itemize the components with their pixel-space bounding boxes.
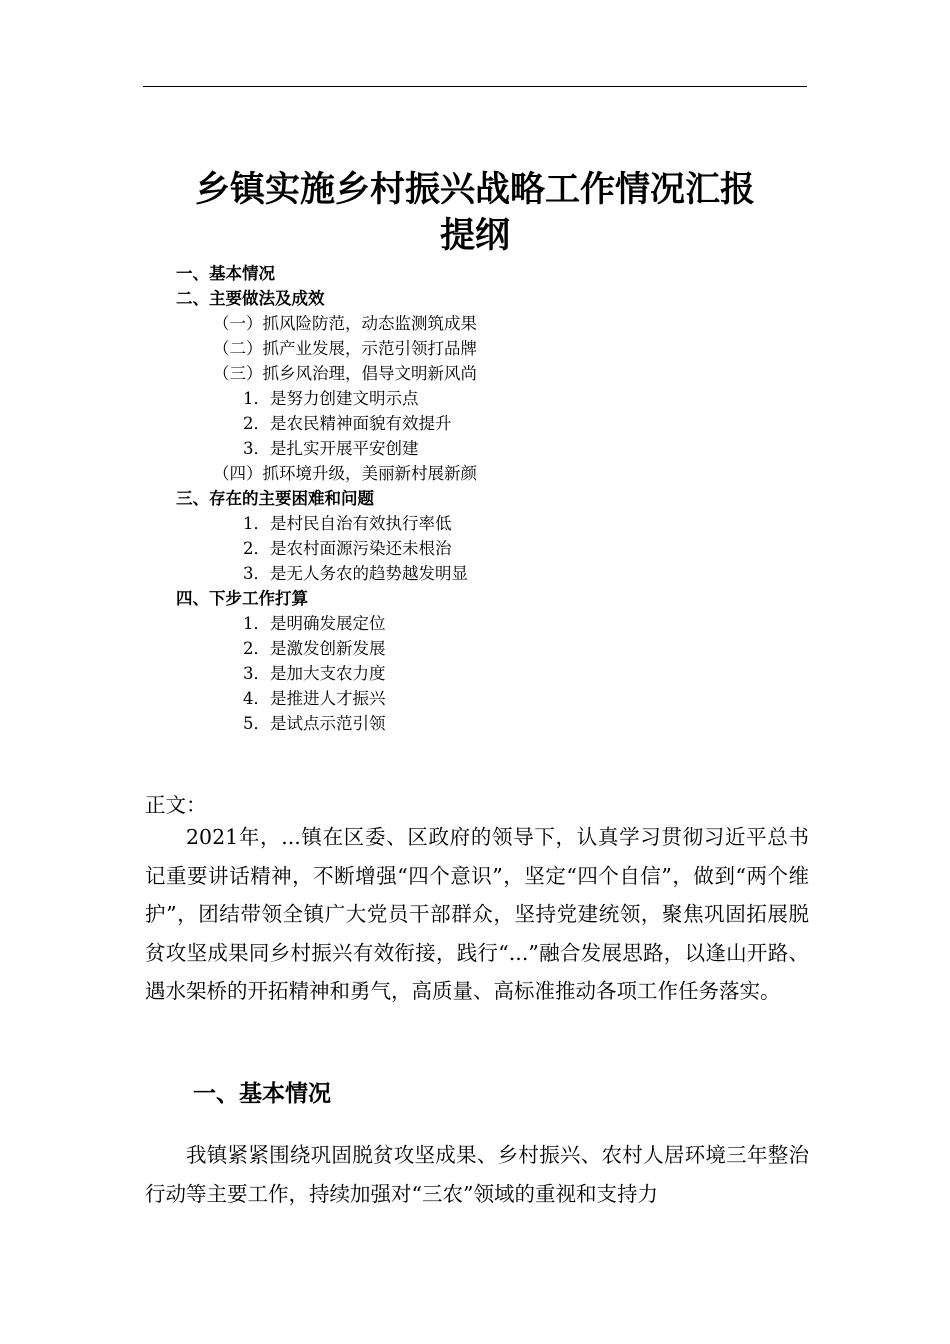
outline-section-4: 四、下步工作打算 bbox=[176, 589, 308, 608]
section-heading-1: 一、基本情况 bbox=[193, 1081, 331, 1107]
outline-item-4-5: 5．是试点示范引领 bbox=[243, 714, 386, 733]
outline-section-1: 一、基本情况 bbox=[176, 264, 275, 283]
outline-item-2-3-1: 1．是努力创建文明示点 bbox=[243, 389, 419, 408]
intro-paragraph: 2021年，...镇在区委、区政府的领导下，认真学习贯彻习近平总书记重要讲话精神，不断增强“四个意识”，坚定“四个自信”，做到“两个维护”，团结带领全镇广大党员干部群众，坚持党建统领，聚焦巩固拓展脱贫攻坚成果同乡村振兴有效衔接，践行“...”融合发展思路，以逢山开路、遇水架桥的开拓精神和勇气，高质量、高标准推动各项工作任务落实。 bbox=[145, 825, 809, 1003]
outline-item-2-3: （三）抓乡风治理，倡导文明新风尚 bbox=[213, 364, 477, 383]
outline-section-3: 三、存在的主要困难和问题 bbox=[176, 489, 374, 508]
body-label: 正文： bbox=[145, 793, 207, 817]
outline-section-2: 二、主要做法及成效 bbox=[176, 289, 325, 308]
outline-item-2-3-2: 2．是农民精神面貌有效提升 bbox=[243, 414, 452, 433]
header-rule bbox=[143, 86, 807, 87]
outline-item-4-3: 3．是加大支农力度 bbox=[243, 664, 386, 683]
outline-item-3-1: 1．是村民自治有效执行率低 bbox=[243, 514, 452, 533]
outline-item-2-2: （二）抓产业发展，示范引领打品牌 bbox=[213, 339, 477, 358]
outline-item-2-3-3: 3．是扎实开展平安创建 bbox=[243, 439, 419, 458]
document-title-line1: 乡镇实施乡村振兴战略工作情况汇报 bbox=[194, 170, 755, 210]
outline-item-4-1: 1．是明确发展定位 bbox=[243, 614, 386, 633]
outline-item-4-2: 2．是激发创新发展 bbox=[243, 639, 386, 658]
document-title-line2: 提纲 bbox=[439, 216, 510, 256]
outline-item-2-1: （一）抓风险防范，动态监测筑成果 bbox=[213, 314, 477, 333]
section-1-paragraph: 我镇紧紧围绕巩固脱贫攻坚成果、乡村振兴、农村人居环境三年整治行动等主要工作，持续加强对“三农”领域的重视和支持力 bbox=[145, 1143, 809, 1206]
outline-item-3-3: 3．是无人务农的趋势越发明显 bbox=[243, 564, 468, 583]
outline-item-4-4: 4．是推进人才振兴 bbox=[243, 689, 386, 708]
outline-item-2-4: （四）抓环境升级，美丽新村展新颜 bbox=[213, 464, 477, 483]
outline-item-3-2: 2．是农村面源污染还未根治 bbox=[243, 539, 452, 558]
